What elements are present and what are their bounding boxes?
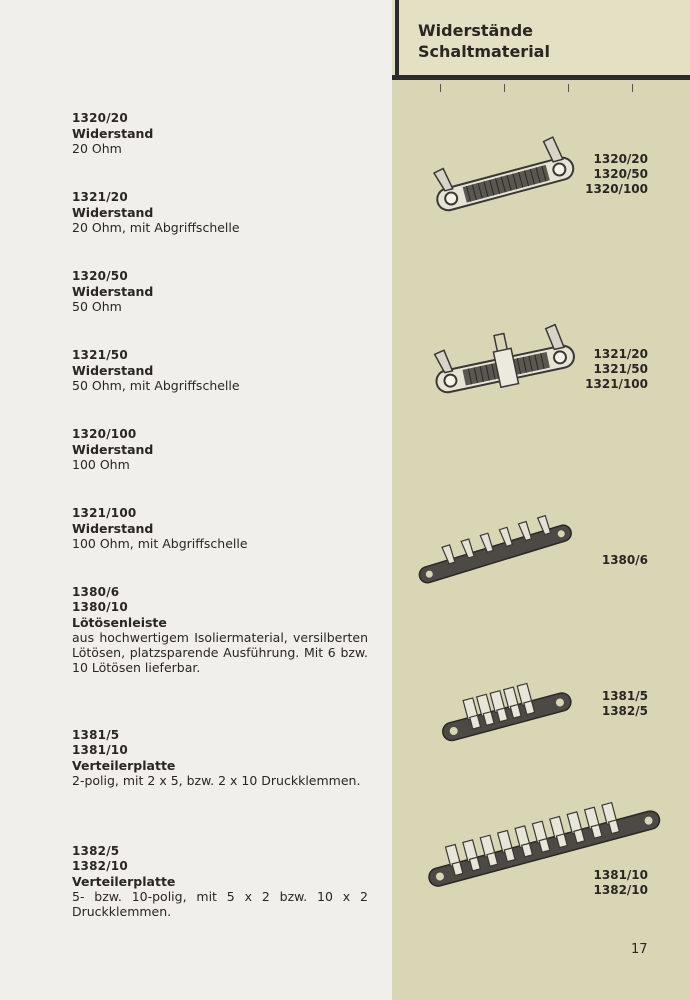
figure-code: 1382/5: [601, 704, 648, 718]
distribution-plate-small-illustration: [435, 668, 575, 748]
figure-code: 1382/10: [593, 883, 648, 897]
entry-name: Widerstand: [72, 442, 154, 457]
entry-description: 100 Ohm, mit Abgriffschelle: [72, 536, 248, 551]
entry-description: 2-polig, mit 2 x 5, bzw. 2 x 10 Druckklemmen.: [72, 773, 361, 788]
catalog-entry: [72, 844, 368, 919]
registration-ticks: [392, 84, 690, 96]
header-divider: [395, 0, 399, 80]
figure-code: 1321/20: [593, 347, 648, 361]
entry-code: 1320/20: [72, 111, 128, 125]
entry-name: Widerstand: [72, 284, 154, 299]
catalog-entry: [72, 111, 368, 156]
page-number: 17: [631, 942, 648, 957]
catalog-entry: [72, 348, 368, 393]
entry-code: 1382/5: [72, 844, 120, 858]
entry-name: Widerstand: [72, 126, 154, 141]
entry-description: 50 Ohm: [72, 299, 122, 314]
figure-code: 1320/20: [593, 152, 648, 166]
figure-codes: [585, 347, 648, 392]
resistor-illustration: [425, 135, 585, 230]
figure-code: 1381/10: [593, 868, 648, 882]
figure-codes: [585, 152, 648, 197]
catalog-entry: [72, 728, 368, 788]
figure-code: 1321/50: [593, 362, 648, 376]
entry-code: 1321/20: [72, 190, 128, 204]
entry-name: Lötösenleiste: [72, 615, 167, 630]
section-title: [418, 20, 550, 62]
entry-code: 1382/10: [72, 859, 128, 873]
entry-description: 20 Ohm, mit Abgriffschelle: [72, 220, 240, 235]
catalog-entry: [72, 269, 368, 314]
figure-codes: [602, 553, 648, 568]
entry-code: 1320/100: [72, 427, 137, 441]
entry-name: Widerstand: [72, 363, 154, 378]
resistor-with-clamp-illustration: [425, 320, 585, 415]
catalog-entry: [72, 190, 368, 235]
entry-name: Widerstand: [72, 521, 154, 536]
catalog-entry: [72, 506, 368, 551]
catalog-entry: [72, 427, 368, 472]
section-title-line-2: Schaltmaterial: [418, 42, 550, 61]
entry-code: 1380/10: [72, 600, 128, 614]
entry-code: 1320/50: [72, 269, 128, 283]
entry-code: 1321/100: [72, 506, 137, 520]
entry-name: Verteilerplatte: [72, 758, 176, 773]
entry-name: Widerstand: [72, 205, 154, 220]
entry-description: 5- bzw. 10-polig, mit 5 x 2 bzw. 10 x 2 Druckklemmen.: [72, 889, 368, 919]
figure-code: 1321/100: [585, 377, 648, 391]
figure-codes: [594, 868, 648, 898]
entry-code: 1381/10: [72, 743, 128, 757]
entry-description: 20 Ohm: [72, 141, 122, 156]
figure-codes: [602, 689, 648, 719]
figure-code: 1320/50: [593, 167, 648, 181]
entry-description: aus hochwertigem Isoliermaterial, versilberten Lötösen, platzsparende Ausführung. Mit 6 bzw. 10 Lötösen lieferbar.: [72, 630, 368, 675]
entry-code: 1321/50: [72, 348, 128, 362]
entry-name: Verteilerplatte: [72, 874, 176, 889]
solder-lug-strip-illustration: [410, 508, 580, 593]
figure-code: 1381/5: [601, 689, 648, 703]
entry-description: 100 Ohm: [72, 457, 130, 472]
catalog-entry: [72, 585, 368, 675]
figure-code: 1380/6: [601, 553, 648, 567]
entry-code: 1381/5: [72, 728, 120, 742]
figure-code: 1320/100: [585, 182, 648, 196]
section-title-line-1: Widerstände: [418, 21, 533, 40]
entry-code: 1380/6: [72, 585, 120, 599]
entry-description: 50 Ohm, mit Abgriffschelle: [72, 378, 240, 393]
